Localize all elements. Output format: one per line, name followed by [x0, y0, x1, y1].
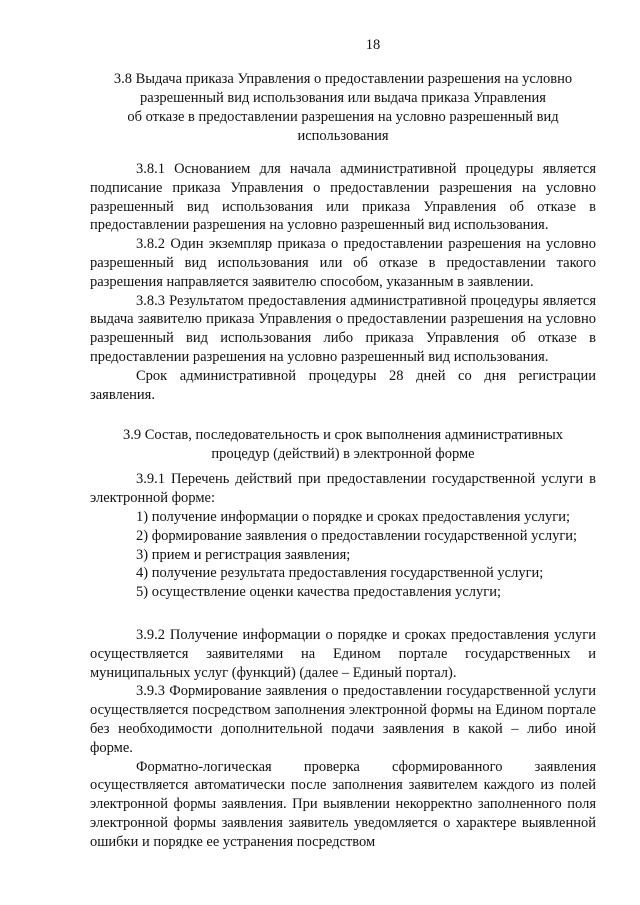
paragraph-3-9-1: 3.9.1 Перечень действий при предоставлении государственной услуги в электронной форме: — [90, 471, 596, 507]
heading-line: об отказе в предоставлении разрешения на условно разрешенный вид — [127, 109, 559, 125]
heading-line: разрешенный вид использования или выдача приказа Управления — [140, 90, 546, 106]
paragraph-3-9-3: 3.9.3 Формирование заявления о предоставлении государственной услуги осуществляется посредством заполнения электронной формы на Едином портале без необходимости дополнительной подачи заявления в какой – либо иной форме. — [90, 683, 596, 756]
section-3-8-heading — [90, 70, 596, 146]
list-item: 2) формирование заявления о предоставлении государственной услуги; — [136, 527, 578, 544]
paragraph-3-8-1: 3.8.1 Основанием для начала административной процедуры является подписание приказа Управления о предоставлении разрешения на условно разрешенный вид использования или приказа Управления об отказе в предоставлении разрешения на условно разрешенный вид использования. — [90, 161, 596, 234]
heading-line: использования — [297, 128, 389, 144]
paragraph-term: Срок административной процедуры 28 дней со дня регистрации заявления. — [90, 367, 596, 403]
paragraph-3-8-3: 3.8.3 Результатом предоставления административной процедуры является выдача заявителю приказа Управления о предоставлении разрешения на условно разрешенный вид использования либо приказа Управления об отказе в предоставлении разрешения на условно разрешенный вид использования. — [90, 292, 596, 365]
paragraph-format-check: Форматно-логическая проверка сформированного заявления осуществляется автоматически после заполнения заявителем каждого из полей электронной формы заявления. При выявлении некорректно заполненного поля электронной формы заявления заявитель уведомляется о характере выявленной ошибки и порядке ее устранения посредством — [90, 758, 596, 850]
paragraph-3-8-2: 3.8.2 Один экземпляр приказа о предоставлении разрешения на условно разрешенный вид использования или об отказе в предоставлении такого разрешения направляется заявителю способом, указанным в заявлении. — [90, 236, 596, 290]
heading-line: 3.9 Состав, последовательность и срок выполнения административных — [122, 427, 563, 444]
heading-line: 3.8 Выдача приказа Управления о предоставлении разрешения на условно — [113, 71, 573, 87]
list-item: 1) получение информации о порядке и сроках предоставления услуги; — [136, 508, 570, 525]
heading-line: процедур (действий) в электронной форме — [211, 446, 475, 463]
page-number: 18 — [365, 37, 381, 53]
section-3-9-heading — [90, 426, 596, 464]
list-item: 3) прием и регистрация заявления; — [136, 546, 351, 563]
list-item: 5) осуществление оценки качества предоставления услуги; — [136, 584, 502, 601]
paragraph-3-9-2: 3.9.2 Получение информации о порядке и сроках предоставления услуги осуществляется заявителями на Едином портале государственных и муниципальных услуг (функций) (далее – Единый портал). — [90, 626, 596, 681]
list-item: 4) получение результата предоставления государственной услуги; — [136, 565, 544, 582]
